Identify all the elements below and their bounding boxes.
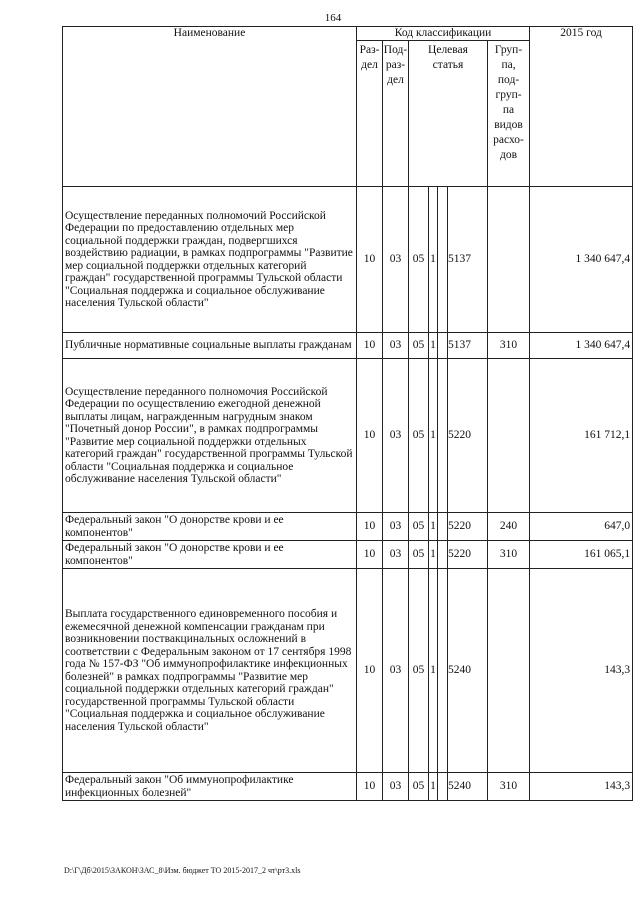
row-target-part1-cell: 05	[409, 773, 429, 801]
row-section-cell: 10	[357, 187, 383, 333]
footer-file-path: D:\Г\Дб\2015\ЗАКОН\ЗАС_8\Изм. бюджет ТО 2015-2017_2 чт\рт3.xls	[64, 866, 301, 875]
row-subsection-cell: 03	[383, 541, 409, 569]
table-header	[63, 27, 633, 187]
row-target-part1-cell: 05	[409, 333, 429, 359]
row-target-part1-cell: 05	[409, 513, 429, 541]
row-subsection-cell: 03	[383, 359, 409, 513]
row-target-part3-cell	[438, 359, 448, 513]
row-target-part4-cell: 5240	[448, 773, 488, 801]
row-amount-cell: 143,3	[530, 569, 633, 773]
row-expense-group-cell: 310	[488, 773, 530, 801]
header-subsection: Под- раз- дел	[383, 41, 409, 187]
row-target-part3-cell	[438, 569, 448, 773]
row-amount-cell: 1 340 647,4	[530, 333, 633, 359]
row-target-part1-cell: 05	[409, 187, 429, 333]
row-expense-group-cell	[488, 569, 530, 773]
row-name-cell: Федеральный закон "Об иммунопрофилактике инфекционных болезней"	[63, 773, 357, 801]
row-section-cell: 10	[357, 569, 383, 773]
row-target-part2-cell: 1	[429, 541, 438, 569]
row-target-part3-cell	[438, 187, 448, 333]
row-name-cell: Осуществление переданного полномочия Российской Федерации по осуществлению ежегодной денежной выплаты лицам, награжденным нагрудным знаком "Почетный донор России", в рамках подпрограммы "Развитие мер социальной поддержки отдельных категорий граждан" государственной программы Тульской области "Социальная поддержка и социальное обслуживание населения Тульской области"	[63, 359, 357, 513]
table-row	[63, 359, 633, 513]
row-section-cell: 10	[357, 541, 383, 569]
row-target-part1-cell: 05	[409, 359, 429, 513]
table-row	[63, 333, 633, 359]
row-subsection-cell: 03	[383, 187, 409, 333]
header-target-article: Целевая статья	[409, 41, 488, 187]
row-section-cell: 10	[357, 359, 383, 513]
header-classification-code: Код классификации	[357, 27, 530, 41]
table-body	[63, 187, 633, 801]
row-target-part2-cell: 1	[429, 513, 438, 541]
row-name-cell: Федеральный закон "О донорстве крови и ее компонентов"	[63, 541, 357, 569]
row-target-part4-cell: 5137	[448, 333, 488, 359]
row-section-cell: 10	[357, 513, 383, 541]
row-target-part2-cell: 1	[429, 773, 438, 801]
row-expense-group-cell: 310	[488, 541, 530, 569]
row-target-part1-cell: 05	[409, 569, 429, 773]
row-subsection-cell: 03	[383, 513, 409, 541]
row-target-part4-cell: 5220	[448, 513, 488, 541]
row-target-part1-cell: 05	[409, 541, 429, 569]
row-target-part3-cell	[438, 773, 448, 801]
row-amount-cell: 143,3	[530, 773, 633, 801]
table-row	[63, 773, 633, 801]
row-subsection-cell: 03	[383, 773, 409, 801]
row-target-part2-cell: 1	[429, 569, 438, 773]
row-target-part3-cell	[438, 333, 448, 359]
row-section-cell: 10	[357, 773, 383, 801]
budget-table	[62, 26, 633, 801]
table-row	[63, 187, 633, 333]
row-subsection-cell: 03	[383, 569, 409, 773]
table-row	[63, 513, 633, 541]
row-name-cell: Федеральный закон "О донорстве крови и ее компонентов"	[63, 513, 357, 541]
header-year: 2015 год	[530, 27, 633, 187]
row-name-cell: Выплата государственного единовременного пособия и ежемесячной денежной компенсации гражданам при возникновении поствакцинальных осложнений в соответствии с Федеральным законом от 17 сентября 1998 года № 157-ФЗ "Об иммунопрофилактике инфекционных болезней" в рамках подпрограммы "Развитие мер социальной поддержки отдельных категорий граждан" государственной программы Тульской области "Социальная поддержка и социальное обслуживание населения Тульской области"	[63, 569, 357, 773]
table-row	[63, 569, 633, 773]
row-expense-group-cell	[488, 187, 530, 333]
row-target-part4-cell: 5137	[448, 187, 488, 333]
row-target-part2-cell: 1	[429, 333, 438, 359]
row-amount-cell: 1 340 647,4	[530, 187, 633, 333]
header-section: Раз- дел	[357, 41, 383, 187]
row-target-part4-cell: 5220	[448, 541, 488, 569]
row-target-part4-cell: 5220	[448, 359, 488, 513]
row-expense-group-cell: 240	[488, 513, 530, 541]
header-name: Наименование	[63, 27, 357, 187]
row-amount-cell: 161 065,1	[530, 541, 633, 569]
header-expense-group: Груп- па, под- груп- па видов расхо- дов	[488, 41, 530, 187]
row-expense-group-cell: 310	[488, 333, 530, 359]
page-number: 164	[324, 12, 342, 24]
row-section-cell: 10	[357, 333, 383, 359]
row-target-part2-cell: 1	[429, 187, 438, 333]
row-target-part3-cell	[438, 513, 448, 541]
row-target-part4-cell: 5240	[448, 569, 488, 773]
row-target-part2-cell: 1	[429, 359, 438, 513]
row-name-cell: Осуществление переданных полномочий Российской Федерации по предоставлению отдельных мер социальной поддержки граждан, подвергшихся воздействию радиации, в рамках подпрограммы "Развитие мер социальной поддержки отдельных категорий граждан" государственной программы Тульской области "Социальная поддержка и социальное обслуживание населения Тульской области"	[63, 187, 357, 333]
row-expense-group-cell	[488, 359, 530, 513]
row-name-cell: Публичные нормативные социальные выплаты гражданам	[63, 333, 357, 359]
table-row	[63, 541, 633, 569]
row-amount-cell: 647,0	[530, 513, 633, 541]
row-amount-cell: 161 712,1	[530, 359, 633, 513]
row-target-part3-cell	[438, 541, 448, 569]
row-subsection-cell: 03	[383, 333, 409, 359]
